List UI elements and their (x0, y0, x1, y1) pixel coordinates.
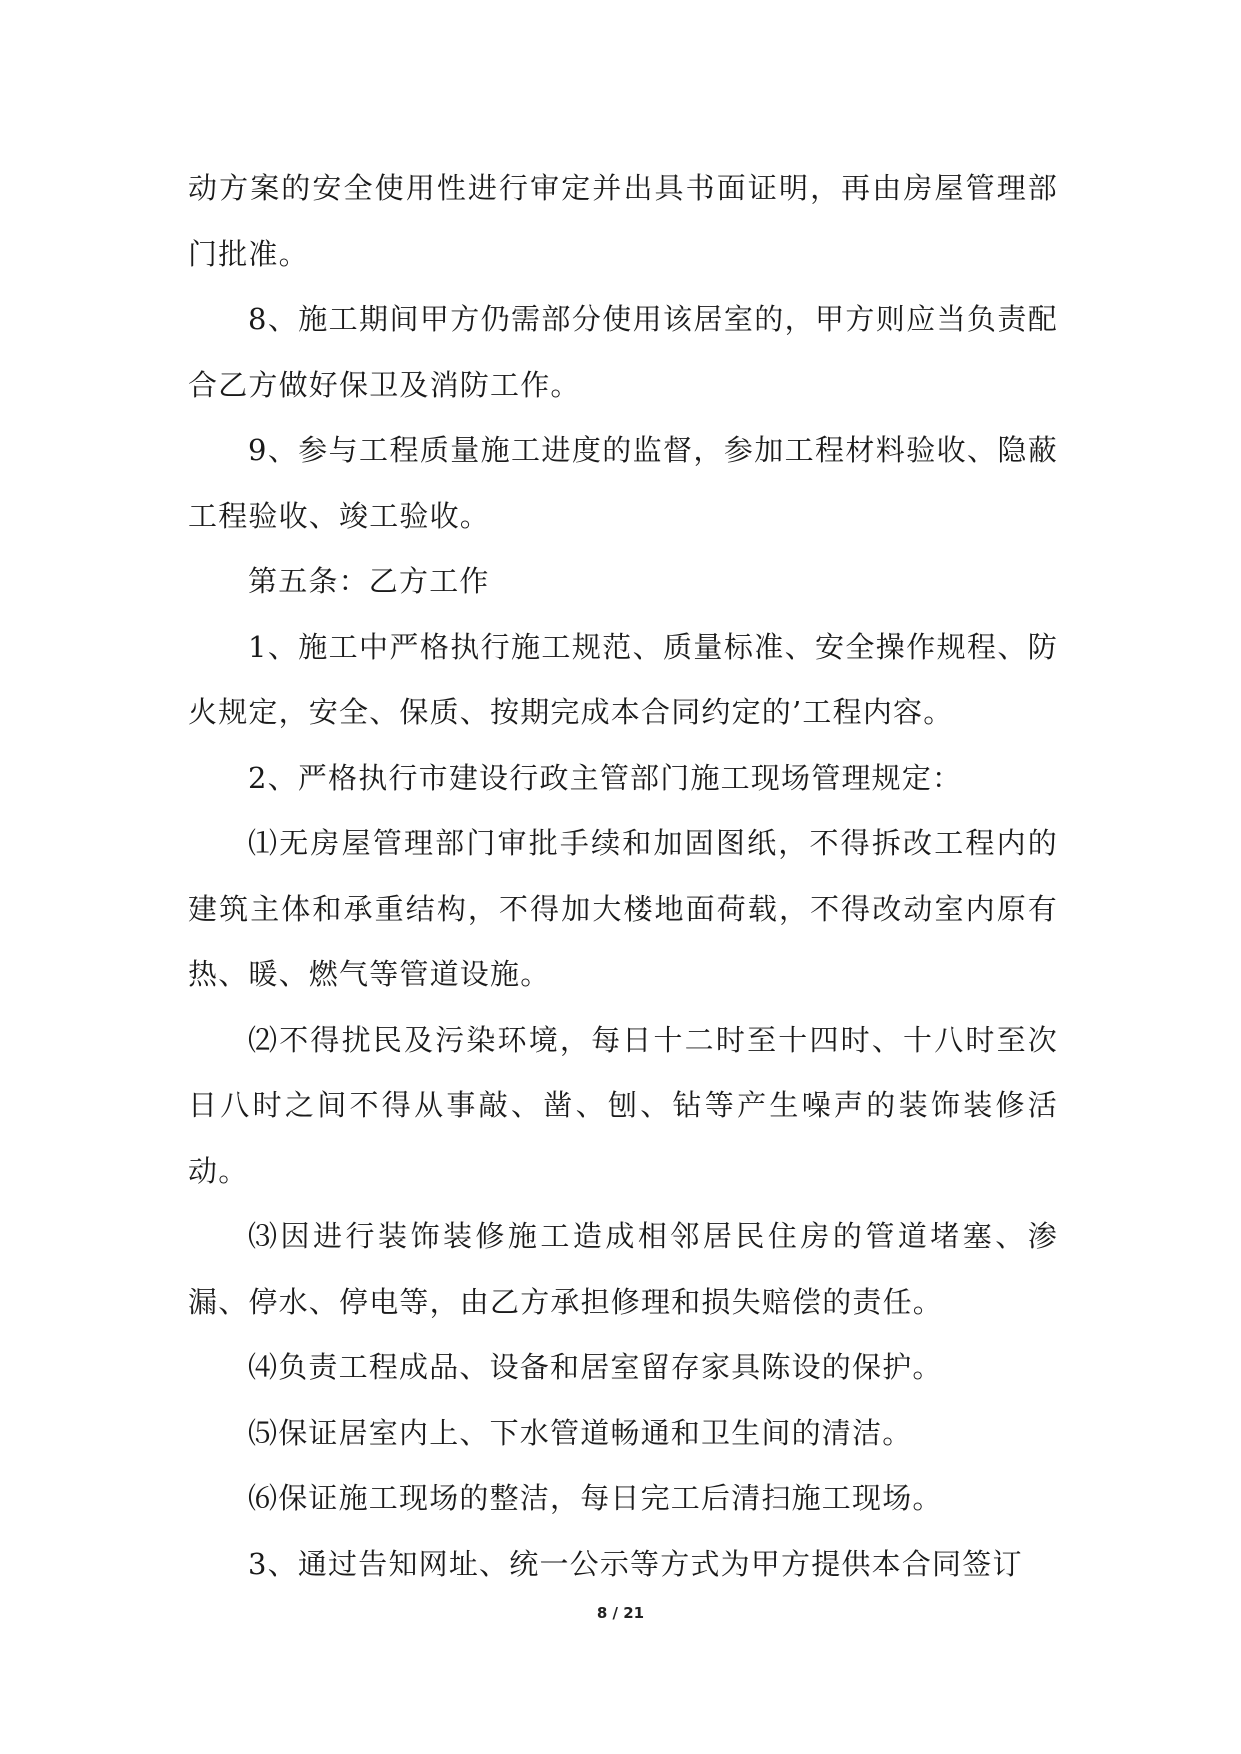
paragraph: ⑵不得扰民及污染环境，每日十二时至十四时、十八时至次日八时之间不得从事敲、凿、刨、钻等产生噪声的装饰装修活动。 (188, 1022, 1058, 1188)
paragraph: ⑶因进行装饰装修施工造成相邻居民住房的管道堵塞、渗漏、停水、停电等，由乙方承担修理和损失赔偿的责任。 (188, 1219, 1058, 1319)
paragraph: ⑸保证居室内上、下水管道畅通和卫生间的清洁。 (248, 1415, 913, 1450)
paragraph: 1、施工中严格执行施工规范、质量标准、安全操作规程、防火规定，安全、保质、按期完成本合同约定的’工程内容。 (188, 629, 1058, 729)
paragraph: 2、严格执行市建设行政主管部门施工现场管理规定： (248, 760, 963, 795)
document-body (188, 156, 1058, 1597)
paragraph: 3、通过告知网址、统一公示等方式为甲方提供本合同签订 (248, 1546, 1023, 1581)
paragraph: 动方案的安全使用性进行审定并出具书面证明，再由房屋管理部门批准。 (188, 171, 1058, 271)
page-number: 8 / 21 (596, 1604, 645, 1622)
paragraph: ⑷负责工程成品、设备和居室留存家具陈设的保护。 (248, 1350, 943, 1384)
paragraph: ⑴无房屋管理部门审批手续和加固图纸，不得拆改工程内的建筑主体和承重结构，不得加大楼地面荷载，不得改动室内原有热、暖、燃气等管道设施。 (188, 826, 1058, 991)
section-heading: 第五条：乙方工作 (248, 564, 490, 598)
paragraph: 8、施工期间甲方仍需部分使用该居室的，甲方则应当负责配合乙方做好保卫及消防工作。 (188, 302, 1058, 402)
paragraph: 9、参与工程质量施工进度的监督，参加工程材料验收、隐蔽工程验收、竣工验收。 (188, 433, 1058, 533)
paragraph: ⑹保证施工现场的整洁，每日完工后清扫施工现场。 (248, 1481, 943, 1515)
